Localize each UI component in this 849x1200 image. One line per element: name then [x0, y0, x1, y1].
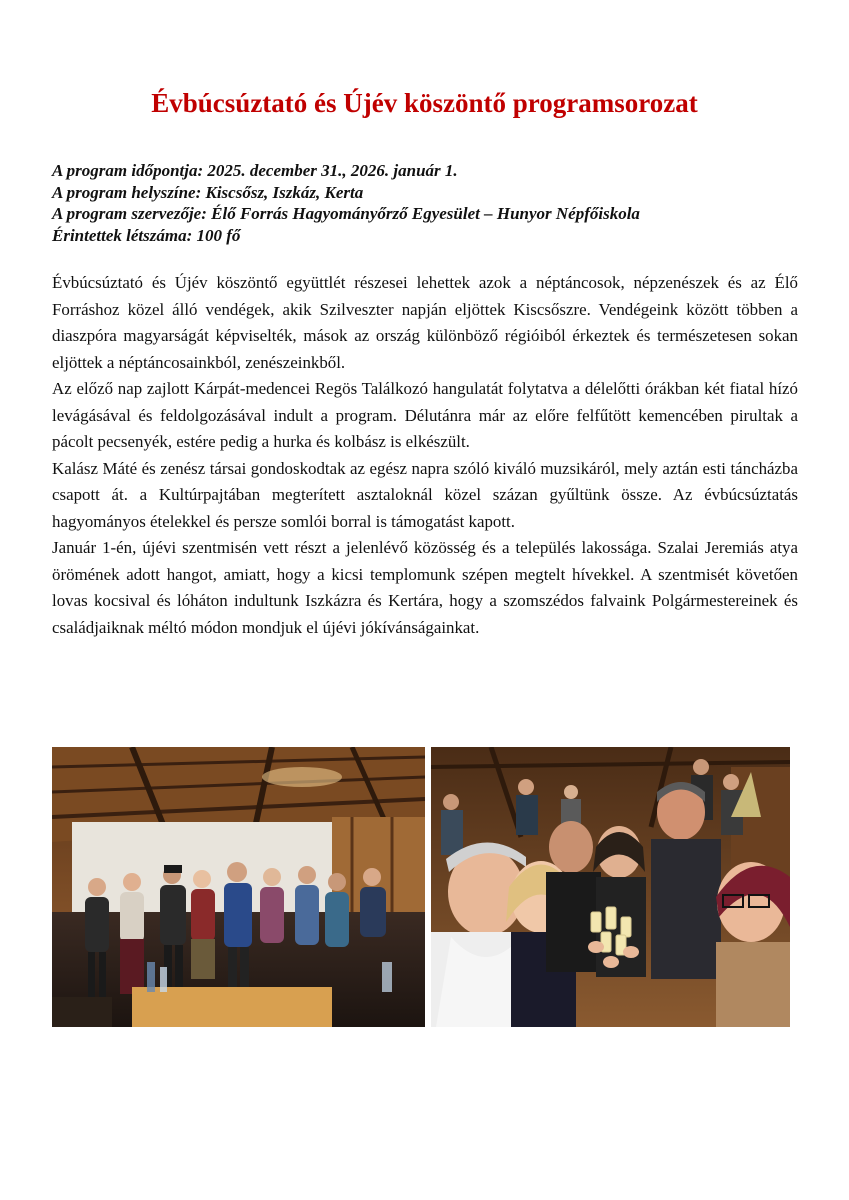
- page-title: Évbúcsúztató és Újév köszöntő programsorozat: [151, 88, 698, 118]
- program-organizer: A program szervezője: Élő Forrás Hagyományőrző Egyesület – Hunyor Népfőiskola: [52, 204, 640, 223]
- paragraph-morning: Az előző nap zajlott Kárpát-medencei Regös Találkozó hangulatát folytatva a délelőtti órákban két fiatal hízó levágásával és feldolgozásával indult a program. Délutánra már az előre felfűtött kemencében pirultak a pácolt pecsenyék, estére pedig a hurka és kolbász is elkészült.: [52, 379, 798, 451]
- program-date: A program időpontja: 2025. december 31., 2026. január 1.: [52, 161, 458, 180]
- article-body: [52, 270, 798, 641]
- program-location: A program helyszíne: Kiscsősz, Iszkáz, Kerta: [52, 182, 364, 202]
- paragraph-new-year: Január 1-én, újévi szentmisén vett részt a jelenlévő közösség és a település lakossága. Szalai Jeremiás atya örömének adott hangot, amiatt, hogy a kicsi templomunk szépen megtelt hívekkel. A szentmisét követően lovas kocsival és lóháton indultunk Iszkázra és Kertára, hogy a szomszédos falvaink Polgármestereinek és családjaiknak méltó módon mondjuk el újévi jókívánságainkat.: [52, 538, 798, 637]
- paragraph-music: Kalász Máté és zenész társai gondoskodtak az egész napra szóló kiváló muzsikáról, mely aztán esti táncházba csapott át. a Kultúrpajtában megterített asztaloknál közel százan gyűltünk össze. Az évbúcsúztatás hagyományos ételekkel és persze somlói borral is támogatást kapott.: [52, 458, 798, 531]
- photo-toast-group: [431, 747, 790, 1027]
- paragraph-intro: Évbúcsúztató és Újév köszöntő együttlét részesei lehettek azok a néptáncosok, népzenészek és az Élő Forráshoz közel álló vendégek, akik Szilveszter napján eljöttek Kiscsőszre. Vendégeink között többen a diaszpóra magyarságát képviselték, mások az ország különböző régióiból érkeztek és természetesen sokan eljöttek a néptáncosainkból, zenészeinkből.: [52, 273, 798, 372]
- program-attendance: Érintettek létszáma: 100 fő: [52, 225, 241, 245]
- program-details: [52, 160, 802, 246]
- photo-dance-hall: [52, 747, 425, 1027]
